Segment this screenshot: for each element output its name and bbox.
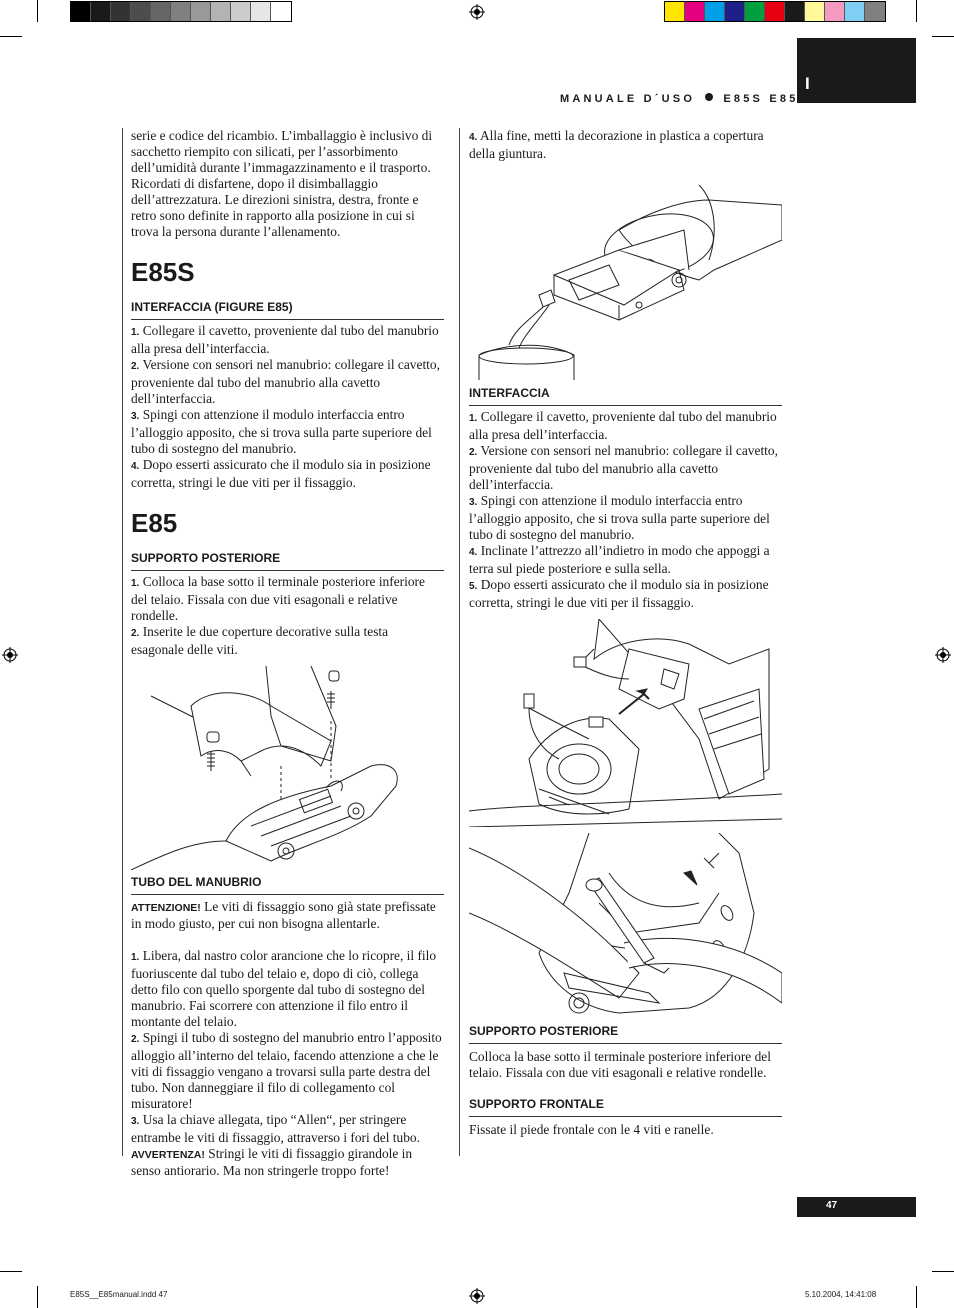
column-rule-middle <box>459 128 460 1156</box>
interfaccia-steps <box>469 409 782 611</box>
color-swatch <box>271 2 291 21</box>
step-item: 1. Libera, dal nastro color arancione che lo ricopre, il filo fuoriuscente dal tubo del telaio e, dopo di ciò, collega detto filo con quello sporgente dal tubo di sostegno del manubrio. Fai scorrere con attenzione il filo entro il montante del telaio. <box>131 948 437 1029</box>
registration-mark-icon <box>935 647 951 663</box>
step-item: 4. Inclinate l’attrezzo all’indietro in modo che appoggi a terra sul piede posteriore e sulla sella. <box>469 543 770 576</box>
running-header-left: MANUALE D´USO <box>560 93 696 105</box>
allen-key-illustration <box>469 833 782 1016</box>
subheading-supporto-posteriore-right: SUPPORTO POSTERIORE <box>469 1024 782 1044</box>
color-swatch <box>825 2 845 21</box>
e85-steps <box>131 574 444 658</box>
slug-timestamp: 5.10.2004, 14:41:08 <box>805 1290 877 1299</box>
column-rule-left <box>122 128 123 1156</box>
running-header <box>560 93 799 105</box>
intro-paragraph: serie e codice del ricambio. L’imballaggio è inclusivo di sacchetto riempito con silicati, per l’assorbimento dell’umidità durante l’immagazzinamento e il trasporto. Ricordati di disfartene, dopo il disimballaggio dell’attrezzatura. Le direzioni sinistra, destra, fronte e retro sono definite in rapporto alla posizione in cui si trova la persona durante l’allenamento. <box>131 128 433 239</box>
color-swatch <box>191 2 211 21</box>
step-item: 1. Colloca la base sotto il terminale posteriore inferiore del telaio. Fissala con due viti esagonali e relative rondelle. <box>131 574 425 623</box>
posteriore-paragraph: Colloca la base sotto il terminale posteriore inferiore del telaio. Fissala con due viti esagonali e relative rondelle. <box>469 1049 771 1080</box>
color-swatch <box>231 2 251 21</box>
subheading-tubo-manubrio: TUBO DEL MANUBRIO <box>131 875 444 895</box>
registration-mark-icon <box>469 4 485 20</box>
color-swatch <box>685 2 705 21</box>
tubo-steps <box>131 948 444 1179</box>
bullet-icon <box>705 93 713 101</box>
step-item: 1. Collegare il cavetto, proveniente dal tubo del manubrio alla presa dell’interfaccia. <box>131 323 439 356</box>
step-item: 3. Spingi con attenzione il modulo interfaccia entro l’alloggio apposito, che si trova sulla parte superiore del tubo di sostegno del manubrio. <box>131 407 432 456</box>
color-swatch <box>845 2 865 21</box>
color-swatch <box>765 2 785 21</box>
color-swatch <box>71 2 91 21</box>
color-swatch <box>725 2 745 21</box>
frontale-paragraph: Fissate il piede frontale con le 4 viti e ranelle. <box>469 1122 714 1137</box>
step-item: 2. Inserite le due coperture decorative sulla testa esagonale delle viti. <box>131 624 389 657</box>
page-number-box <box>797 1197 916 1217</box>
color-swatch <box>151 2 171 21</box>
avvertenza-paragraph: AVVERTENZA! Stringi le viti di fissaggio girandole in senso antiorario. Ma non stringerle troppo forte! <box>131 1146 413 1178</box>
step-item: 2. Versione con sensori nel manubrio: collegare il cavetto, proveniente dal tubo del manubrio alla cavetto dell’interfaccia. <box>131 357 440 406</box>
e85s-steps <box>131 323 444 491</box>
page-number: 47 <box>826 1200 838 1211</box>
color-swatch <box>251 2 271 21</box>
language-tab <box>797 38 916 103</box>
step-item: 4. Alla fine, metti la decorazione in plastica a copertura della giuntura. <box>469 128 764 161</box>
subheading-supporto-frontale: SUPPORTO FRONTALE <box>469 1097 782 1117</box>
cable-connection-illustration <box>469 619 782 827</box>
step-item: 5. Dopo esserti assicurato che il modulo sia in posizione corretta, stringi le due viti per il fissaggio. <box>469 577 769 610</box>
step-item: 1. Collegare il cavetto, proveniente dal tubo del manubrio alla presa dell’interfaccia. <box>469 409 777 442</box>
subheading-supporto-posteriore: SUPPORTO POSTERIORE <box>131 551 444 571</box>
color-swatch <box>171 2 191 21</box>
registration-mark-icon <box>2 647 18 663</box>
interface-module-illustration <box>469 170 782 380</box>
color-swatch <box>91 2 111 21</box>
step-item: 2. Spingi il tubo di sostegno del manubrio entro l’apposito alloggio all’interno del telaio, facendo attenzione a che le viti di fissaggio vengano a trovarsi sulla parte destra del tubo. Non danneggiare il filo di collegamento col misuratore! <box>131 1030 442 1111</box>
step-item: 4. Dopo esserti assicurato che il modulo sia in posizione corretta, stringi le due viti per il fissaggio. <box>131 457 431 490</box>
registration-mark-icon <box>469 1288 485 1304</box>
running-header-right: E85S E85 <box>723 93 799 105</box>
left-column <box>131 128 444 1179</box>
right-column <box>469 128 782 1138</box>
step-item: 2. Versione con sensori nel manubrio: collegare il cavetto, proveniente dal tubo del manubrio alla cavetto dell’interfaccia. <box>469 443 778 492</box>
color-swatch <box>865 2 885 21</box>
color-swatch <box>111 2 131 21</box>
section-title-e85: E85 <box>131 508 178 538</box>
subheading-interfaccia-figure: INTERFACCIA (FIGURE E85) <box>131 300 444 320</box>
grayscale-color-bar <box>70 1 292 22</box>
process-color-bar <box>664 1 886 22</box>
color-swatch <box>211 2 231 21</box>
slug-filename: E85S__E85manual.indd 47 <box>70 1290 168 1299</box>
color-swatch <box>785 2 805 21</box>
step-item: 3. Spingi con attenzione il modulo interfaccia entro l’alloggio apposito, che si trova sulla parte superiore del tubo di sostegno del manubrio. <box>469 493 770 542</box>
language-letter: I <box>805 74 810 93</box>
rear-support-illustration <box>131 666 444 870</box>
attenzione-paragraph: ATTENZIONE! Le viti di fissaggio sono già state prefissate in modo giusto, per cui non bisogna allentarle. <box>131 899 436 931</box>
section-title-e85s: E85S <box>131 257 195 287</box>
color-swatch <box>745 2 765 21</box>
color-swatch <box>131 2 151 21</box>
step-item: 3. Usa la chiave allegata, tipo “Allen“, per stringere entrambe le viti di fissaggio, attraverso i fori del tubo. <box>131 1112 420 1145</box>
color-swatch <box>805 2 825 21</box>
subheading-interfaccia: INTERFACCIA <box>469 386 782 406</box>
color-swatch <box>665 2 685 21</box>
color-swatch <box>705 2 725 21</box>
